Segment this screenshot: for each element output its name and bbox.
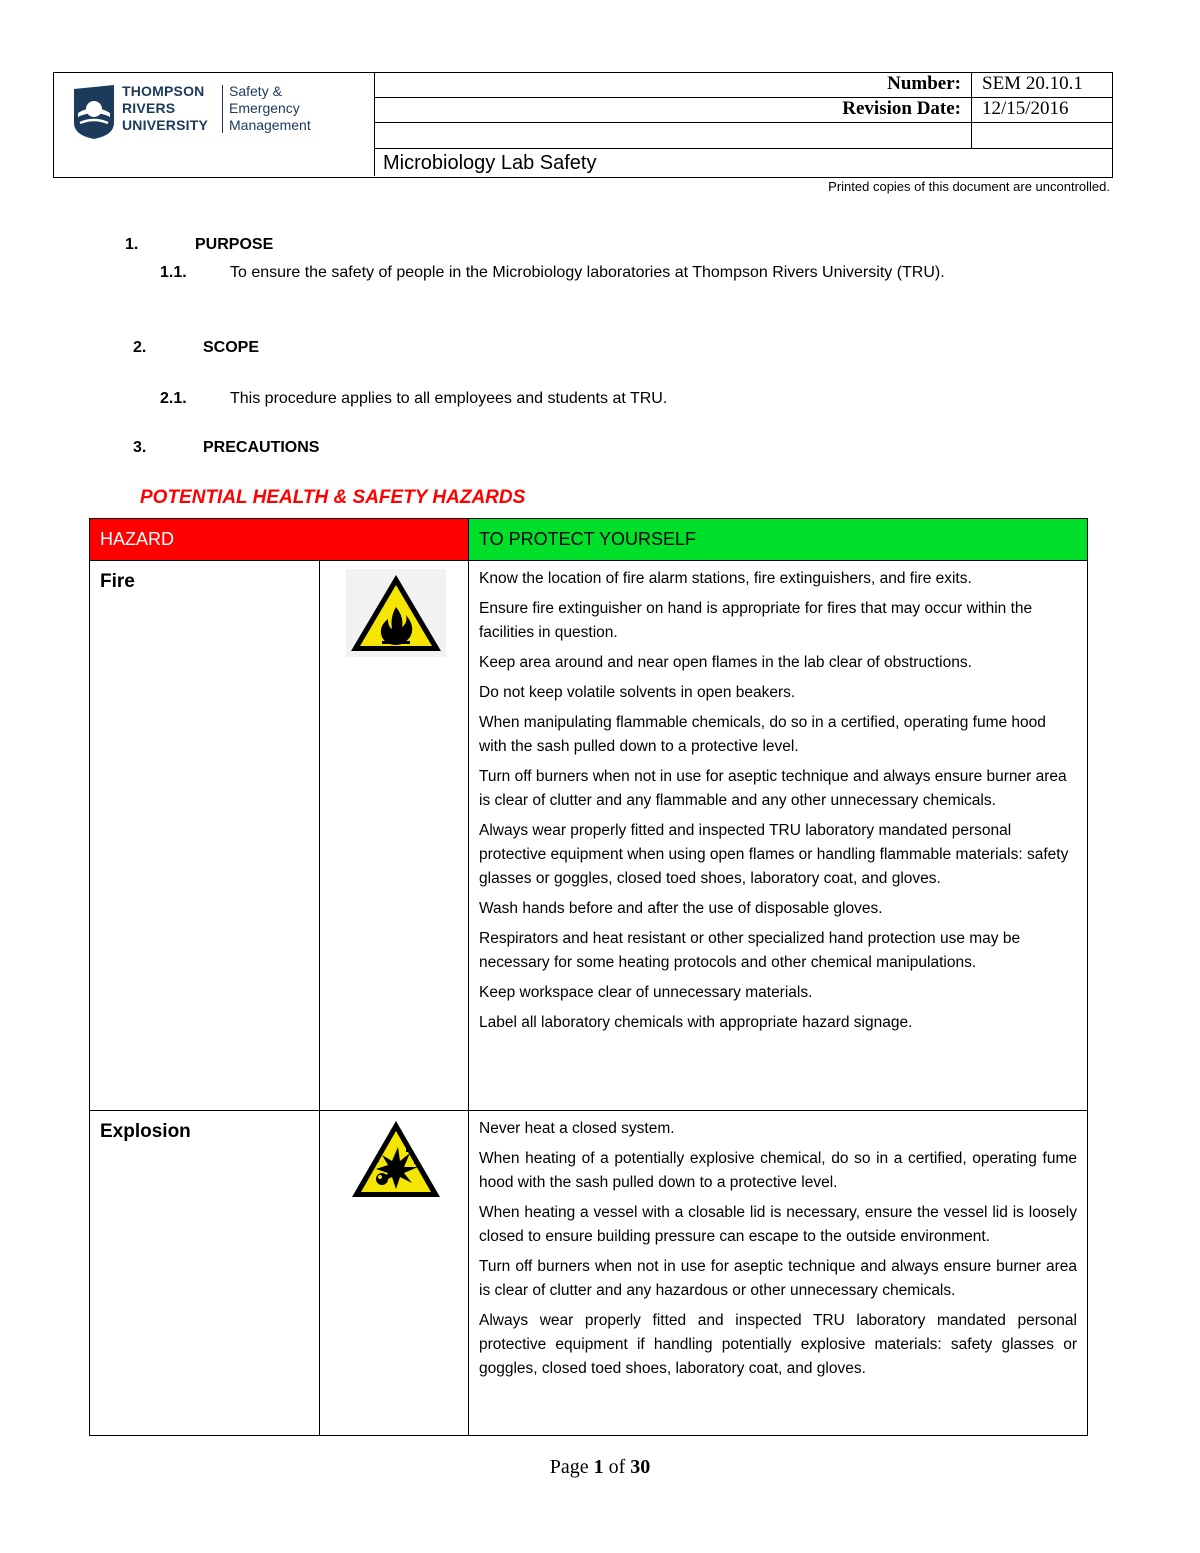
measure-item: When manipulating flammable chemicals, do so in a certified, operating fume hood with the sash pulled down to a protective level. xyxy=(479,714,1046,755)
section-title: SCOPE xyxy=(203,339,260,356)
tru-logo-icon xyxy=(70,83,118,141)
hazard-icon-cell xyxy=(320,561,469,1110)
page-of: of xyxy=(608,1456,626,1478)
logo-cell xyxy=(54,73,375,176)
protect-measures xyxy=(469,561,1087,1110)
measure-item: Keep workspace clear of unnecessary materials. xyxy=(479,984,813,1001)
measure-item: Never heat a closed system. xyxy=(479,1120,675,1137)
flammable-warning-icon xyxy=(346,569,446,657)
section-number: 1. xyxy=(125,236,139,253)
page-prefix: Page xyxy=(549,1456,589,1478)
measure-item: Always wear properly fitted and inspected TRU laboratory mandated personal protective equipment when using open flames or handling flammable materials: safety glasses or goggles, closed toed shoes, laboratory coat, and gloves. xyxy=(479,822,1069,887)
explosive-warning-icon xyxy=(348,1117,444,1203)
column-header-hazard: HAZARD xyxy=(90,519,469,561)
table-row-explosion xyxy=(90,1111,1087,1435)
hazard-name: Explosion xyxy=(90,1111,320,1435)
measure-item: Turn off burners when not in use for aseptic technique and always ensure burner area is clear of clutter and any hazardous or other unnecessary chemicals. xyxy=(479,1258,1077,1299)
column-header-protect: TO PROTECT YOURSELF xyxy=(469,519,1087,561)
revision-value: 12/15/2016 xyxy=(982,98,1069,119)
blank-row xyxy=(375,123,1112,149)
revision-label: Revision Date: xyxy=(375,98,972,122)
logo-divider xyxy=(222,85,223,133)
number-label: Number: xyxy=(375,73,972,97)
page-number xyxy=(0,1456,1200,1479)
hazard-name: Fire xyxy=(90,561,320,1110)
page-current: 1 xyxy=(593,1456,604,1478)
uncontrolled-note: Printed copies of this document are uncontrolled. xyxy=(828,179,1110,194)
logo-university-name: THOMPSON RIVERS UNIVERSITY xyxy=(122,83,209,133)
item-number: 2.1. xyxy=(160,390,187,407)
number-value: SEM 20.10.1 xyxy=(982,73,1083,94)
measure-item: When heating of a potentially explosive chemical, do so in a certified, operating fume hood with the sash pulled down to a protective level. xyxy=(479,1150,1077,1191)
table-row-fire xyxy=(90,561,1087,1111)
revision-row xyxy=(375,98,1112,123)
section-title: PURPOSE xyxy=(195,236,274,253)
number-row xyxy=(375,73,1112,98)
measure-item: Respirators and heat resistant or other specialized hand protection use may be necessary for some heating protocols and other chemical manipulations. xyxy=(479,930,1021,971)
measure-item: Turn off burners when not in use for aseptic technique and always ensure burner area is clear of clutter and any flammable and any other unnecessary chemicals. xyxy=(479,768,1067,809)
measure-item: Label all laboratory chemicals with appropriate hazard signage. xyxy=(479,1014,913,1031)
measure-item: Always wear properly fitted and inspected TRU laboratory mandated personal protective equipment if handling potentially explosive materials: safety glasses or goggles, closed toed shoes, laboratory coat, and gloves. xyxy=(479,1312,1077,1377)
item-text: This procedure applies to all employees and students at TRU. xyxy=(230,390,668,407)
measure-item: Wash hands before and after the use of disposable gloves. xyxy=(479,900,883,917)
hazards-title: POTENTIAL HEALTH & SAFETY HAZARDS xyxy=(140,487,526,508)
hazards-table xyxy=(89,518,1088,1436)
hazard-icon-cell xyxy=(320,1111,469,1435)
measure-item: When heating a vessel with a closable lid is necessary, ensure the vessel lid is loosely closed to ensure building pressure can escape to the outside environment. xyxy=(479,1204,1077,1245)
measure-item: Keep area around and near open flames in the lab clear of obstructions. xyxy=(479,654,972,671)
section-title: PRECAUTIONS xyxy=(203,439,320,456)
section-number: 2. xyxy=(133,339,147,356)
document-header xyxy=(53,72,1113,178)
protect-measures xyxy=(469,1111,1087,1435)
page-total: 30 xyxy=(630,1456,651,1478)
blank-label xyxy=(375,123,972,148)
item-number: 1.1. xyxy=(160,264,187,281)
measure-item: Know the location of fire alarm stations, fire extinguishers, and fire exits. xyxy=(479,570,972,587)
section-number: 3. xyxy=(133,439,147,456)
measure-item: Ensure fire extinguisher on hand is appropriate for fires that may occur within the facilities in question. xyxy=(479,600,1033,641)
document-title: Microbiology Lab Safety xyxy=(383,152,597,174)
item-text: To ensure the safety of people in the Microbiology laboratories at Thompson Rivers University (TRU). xyxy=(230,264,945,281)
measure-item: Do not keep volatile solvents in open beakers. xyxy=(479,684,796,701)
logo-department-name: Safety & Emergency Management xyxy=(229,83,311,133)
blank-value xyxy=(972,123,1112,148)
